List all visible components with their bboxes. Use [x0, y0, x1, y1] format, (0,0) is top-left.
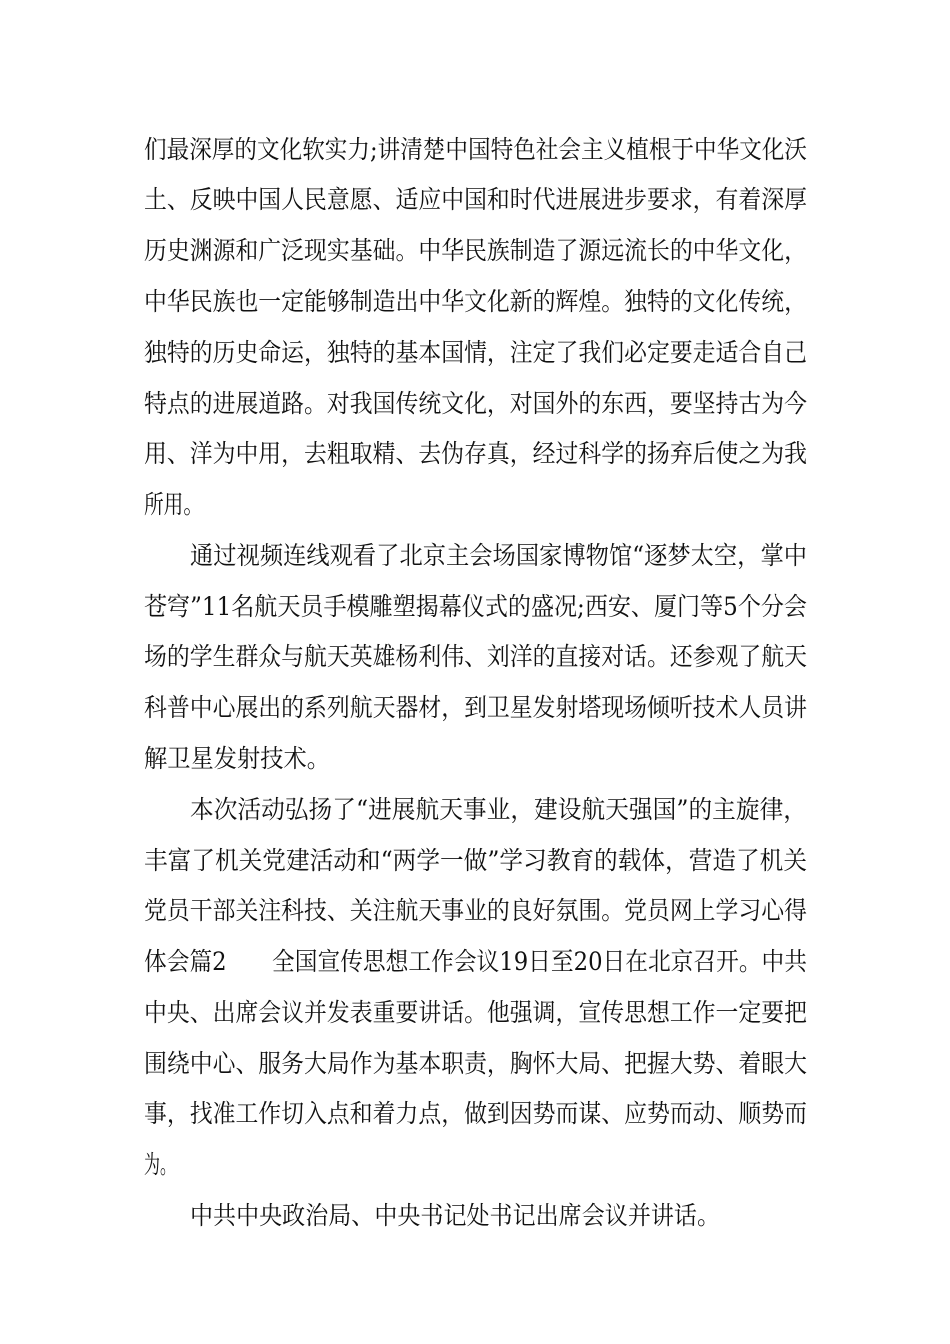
document-page: 们最深厚的文化软实力;讲清楚中国特色社会主义植根于中华文化沃 土、反映中国人民意愿、适应中国和时代进展进步要求，有着深厚 历史渊源和广泛现实基础。中华民族制造了源远流长的中华文化， 中华民族也一定能够制造出中华文化新的辉煌。独特的文化传统， 独特的历史命运，独特的基本国情，注定了我们必定要走适合自己 特点的进展道路。对我国传统文化，对国外的东西，要坚持古为今 用、洋为中用，去粗取精、去伪存真，经过科学的扬弃后使之为我 所用。 通过视频连线观看了北京主会场国家博物馆“逐梦太空，掌中 苍穹”11名航天员手模雕塑揭幕仪式的盛况;西安、厦门等5个分会 场的学生群众与航天英雄杨利伟、刘洋的直接对话。还参观了航天 科普中心展出的系列航天器材，到卫星发射塔现场倾听技术人员讲 解卫星发射技术。 本次活动弘扬了“进展航天事业，建设航天强国”的主旋律， 丰富了机关党建活动和“两学一做”学习教育的载体，营造了机关 党员干部关注科技、关注航天事业的良好氛围。党员网上学习心得 体会篇2 全国宣传思想工作会议19日至20日在北京召开。中共 中央、出席会议并发表重要讲话。他强调，宣传思想工作一定要把 围绕中心、服务大局作为基本职责，胸怀大局、把握大势、着眼大 事，找准工作切入点和着力点，做到因势而谋、应势而动、顺势而 为。 中共中央政治局、中央书记处书记出席会议并讲话。 — [0, 0, 950, 1344]
